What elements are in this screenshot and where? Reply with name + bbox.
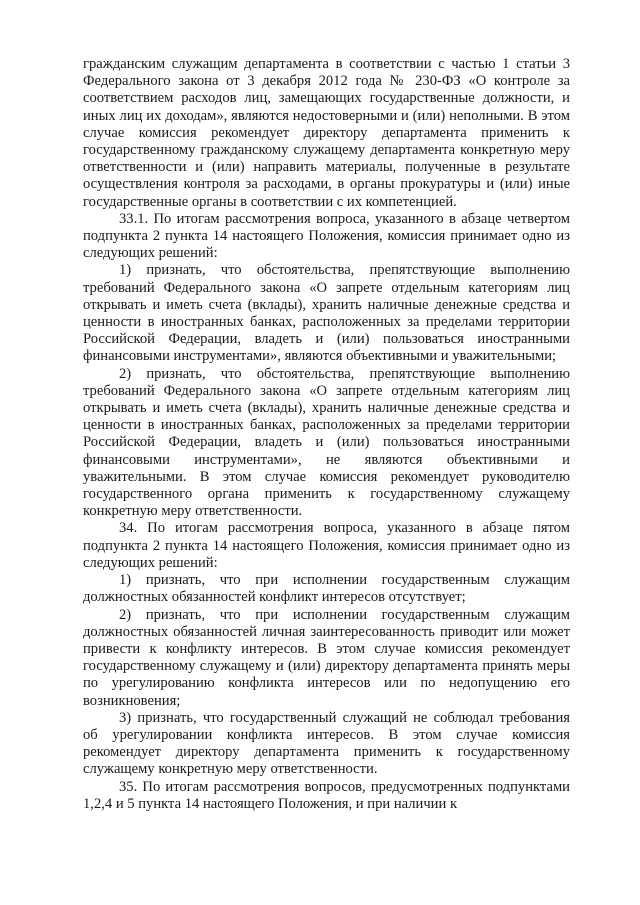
paragraph-34-item-3: 3) признать, что государственный служащий не соблюдал требования об урегулировании конфликта интересов. В этом случае комиссия рекомендует директору департамента применить к государственному служащему конкретную меру ответственности.: [83, 709, 570, 778]
paragraph-34-item-2: 2) признать, что при исполнении государственным служащим должностных обязанностей личная заинтересованность приводит или может привести к конфликту интересов. В этом случае комиссия рекомендует государственному служащему и (или) директору департамента принять меры по урегулированию конфликта интересов или по недопущению его возникновения;: [83, 606, 570, 709]
paragraph-33-1-item-1: 1) признать, что обстоятельства, препятствующие выполнению требований Федерального закона «О запрете отдельным категориям лиц открывать и иметь счета (вклады), хранить наличные денежные средства и ценности в иностранных банках, расположенных за пределами территории Российской Федерации, владеть и (или) пользоваться иностранными финансовыми инструментами», являются объективными и уважительными;: [83, 262, 570, 365]
paragraph-continuation: гражданским служащим департамента в соответствии с частью 1 статьи 3 Федерального закона от 3 декабря 2012 года № 230-ФЗ «О контроле за соответствием расходов лиц, замещающих государственные должности, и иных лиц их доходам», являются недостоверными и (или) неполными. В этом случае комиссия рекомендует директору департамента применить к государственному гражданскому служащему департамента конкретную меру ответственности и (или) направить материалы, полученные в результате осуществления контроля за расходами, в органы прокуратуры и (или) иные государственные органы в соответствии с их компетенцией.: [83, 56, 570, 210]
paragraph-34: 34. По итогам рассмотрения вопроса, указанного в абзаце пятом подпункта 2 пункта 14 настоящего Положения, комиссия принимает одно из следующих решений:: [83, 520, 570, 571]
paragraph-35: 35. По итогам рассмотрения вопросов, предусмотренных подпунктами 1,2,4 и 5 пункта 14 настоящего Положения, и при наличии к: [83, 778, 570, 812]
paragraph-33-1-item-2: 2) признать, что обстоятельства, препятствующие выполнению требований Федерального закона «О запрете отдельным категориям лиц открывать и иметь счета (вклады), хранить наличные денежные средства и ценности в иностранных банках, расположенных за пределами территории Российской Федерации, владеть и (или) пользоваться иностранными финансовыми инструментами», не являются объективными и уважительными. В этом случае комиссия рекомендует руководителю государственного органа применить к государственному служащему конкретную меру ответственности.: [83, 365, 570, 520]
paragraph-34-item-1: 1) признать, что при исполнении государственным служащим должностных обязанностей конфликт интересов отсутствует;: [83, 572, 570, 606]
paragraph-33-1: 33.1. По итогам рассмотрения вопроса, указанного в абзаце четвертом подпункта 2 пункта 14 настоящего Положения, комиссия принимает одно из следующих решений:: [83, 210, 570, 262]
